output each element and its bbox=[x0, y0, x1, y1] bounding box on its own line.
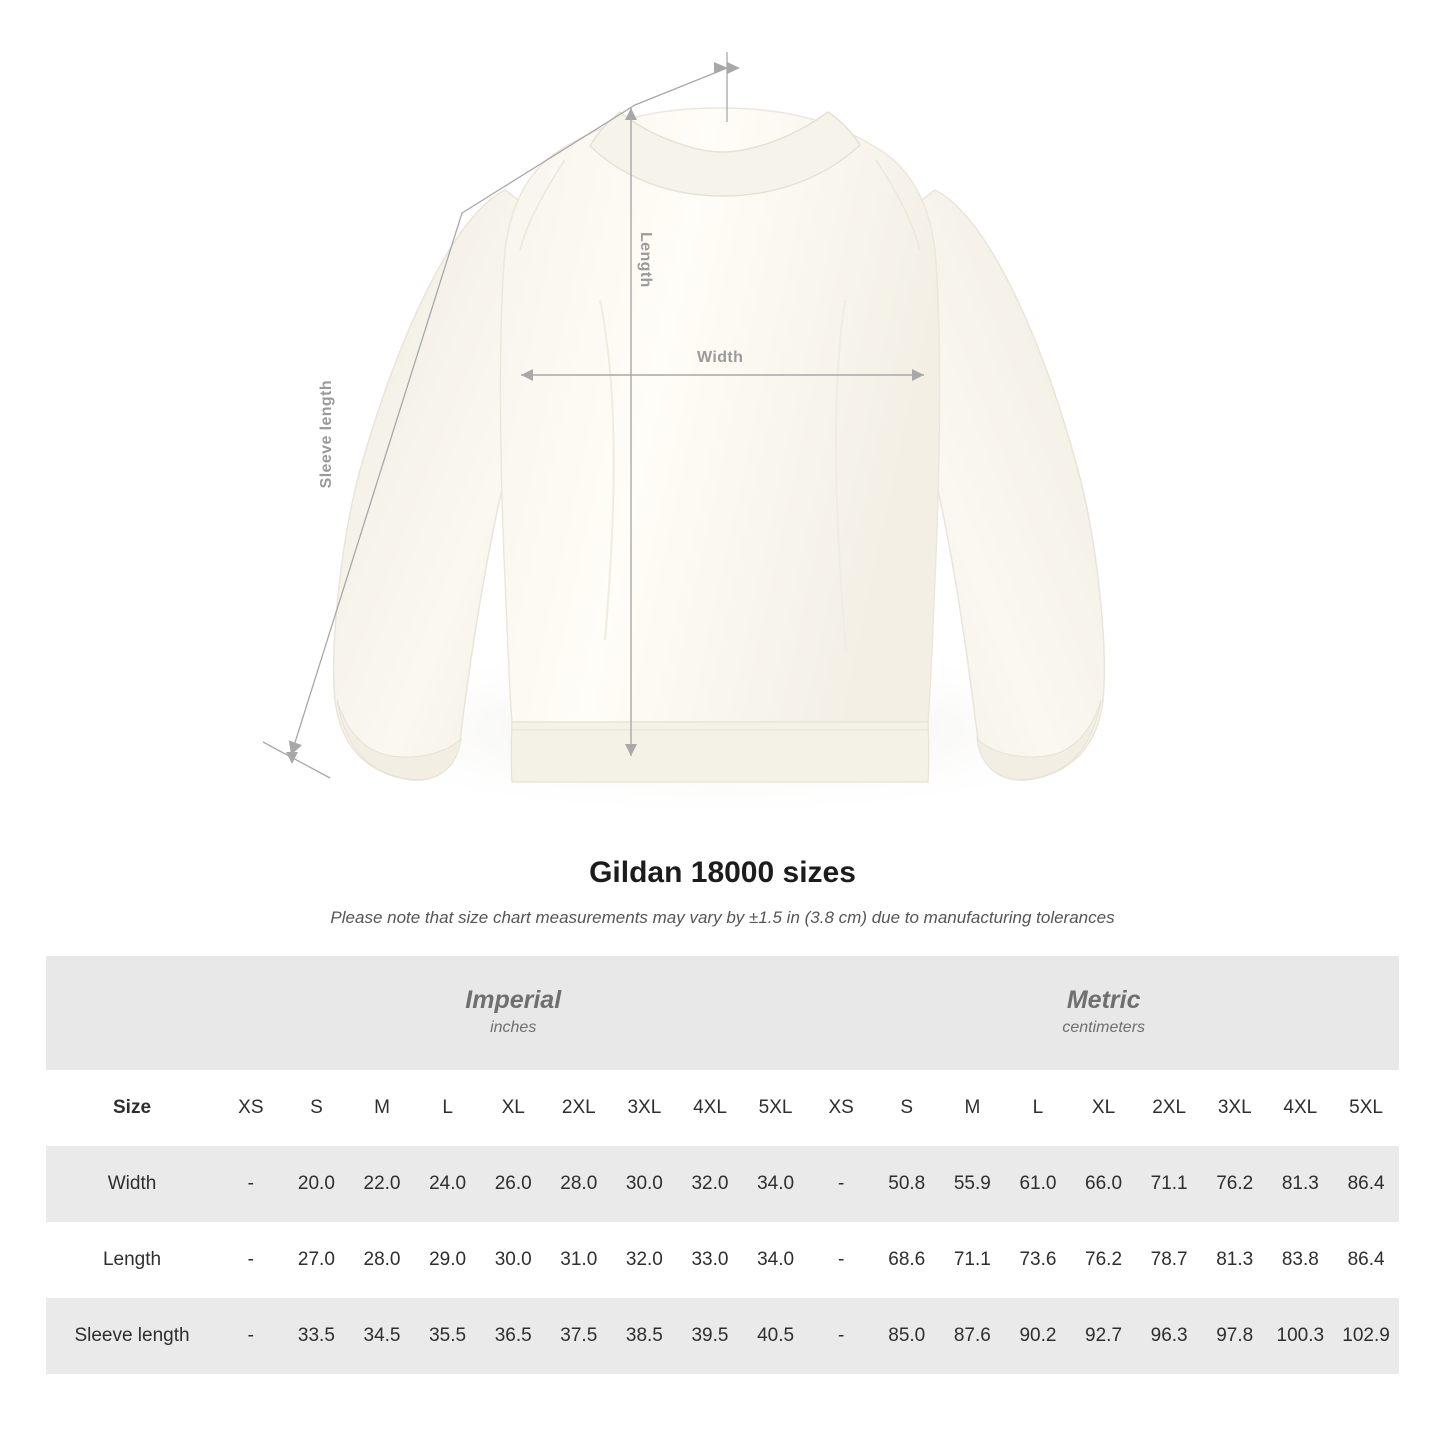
sleeve-metric-5xl: 102.9 bbox=[1333, 1298, 1399, 1374]
unit-header-spacer bbox=[46, 956, 218, 1070]
metric-sub: centimeters bbox=[1062, 1018, 1146, 1036]
length-metric-3xl: 81.3 bbox=[1202, 1222, 1268, 1298]
length-imperial-5xl: 34.0 bbox=[743, 1222, 809, 1298]
size-col-imperial-5xl: 5XL bbox=[743, 1070, 809, 1146]
length-imperial-xs: - bbox=[218, 1222, 284, 1298]
sleeve-metric-xl: 92.7 bbox=[1071, 1298, 1137, 1374]
width-imperial-l: 24.0 bbox=[415, 1146, 481, 1222]
length-metric-5xl: 86.4 bbox=[1333, 1222, 1399, 1298]
sleeve-imperial-l: 35.5 bbox=[415, 1298, 481, 1374]
length-metric-xl: 76.2 bbox=[1071, 1222, 1137, 1298]
sleeve-imperial-3xl: 38.5 bbox=[612, 1298, 678, 1374]
sleeve-imperial-xl: 36.5 bbox=[480, 1298, 546, 1374]
width-metric-xl: 66.0 bbox=[1071, 1146, 1137, 1222]
width-metric-s: 50.8 bbox=[874, 1146, 940, 1222]
width-metric-l: 61.0 bbox=[1005, 1146, 1071, 1222]
length-metric-m: 71.1 bbox=[940, 1222, 1006, 1298]
width-metric-2xl: 71.1 bbox=[1136, 1146, 1202, 1222]
width-imperial-xs: - bbox=[218, 1146, 284, 1222]
sleeve-metric-3xl: 97.8 bbox=[1202, 1298, 1268, 1374]
size-col-imperial-m: M bbox=[349, 1070, 415, 1146]
size-col-imperial-xs: XS bbox=[218, 1070, 284, 1146]
size-col-imperial-4xl: 4XL bbox=[677, 1070, 743, 1146]
sleeve-metric-m: 87.6 bbox=[940, 1298, 1006, 1374]
size-col-metric-l: L bbox=[1005, 1070, 1071, 1146]
size-col-imperial-2xl: 2XL bbox=[546, 1070, 612, 1146]
row-label-width: Width bbox=[46, 1146, 218, 1222]
width-metric-4xl: 81.3 bbox=[1268, 1146, 1334, 1222]
sleeve-length-label: Sleeve length bbox=[318, 380, 335, 489]
sleeve-imperial-5xl: 40.5 bbox=[743, 1298, 809, 1374]
size-col-metric-4xl: 4XL bbox=[1268, 1070, 1334, 1146]
width-imperial-s: 20.0 bbox=[284, 1146, 350, 1222]
row-label-length: Length bbox=[46, 1222, 218, 1298]
width-imperial-3xl: 30.0 bbox=[612, 1146, 678, 1222]
size-col-imperial-xl: XL bbox=[480, 1070, 546, 1146]
length-imperial-s: 27.0 bbox=[284, 1222, 350, 1298]
length-metric-xs: - bbox=[808, 1222, 874, 1298]
sleeve-metric-4xl: 100.3 bbox=[1268, 1298, 1334, 1374]
size-label: Size bbox=[46, 1070, 218, 1146]
sleeve-metric-2xl: 96.3 bbox=[1136, 1298, 1202, 1374]
sleeve-metric-s: 85.0 bbox=[874, 1298, 940, 1374]
imperial-sub: inches bbox=[490, 1018, 537, 1036]
length-imperial-l: 29.0 bbox=[415, 1222, 481, 1298]
size-chart-table bbox=[46, 956, 1399, 1374]
size-col-metric-3xl: 3XL bbox=[1202, 1070, 1268, 1146]
width-metric-m: 55.9 bbox=[940, 1146, 1006, 1222]
length-imperial-4xl: 33.0 bbox=[677, 1222, 743, 1298]
width-metric-5xl: 86.4 bbox=[1333, 1146, 1399, 1222]
size-header-row bbox=[46, 1070, 1399, 1146]
size-col-metric-m: M bbox=[940, 1070, 1006, 1146]
sleeve-imperial-2xl: 37.5 bbox=[546, 1298, 612, 1374]
metric-header bbox=[808, 956, 1399, 1070]
table-row-length bbox=[46, 1222, 1399, 1298]
size-col-imperial-s: S bbox=[284, 1070, 350, 1146]
width-imperial-xl: 26.0 bbox=[480, 1146, 546, 1222]
length-metric-4xl: 83.8 bbox=[1268, 1222, 1334, 1298]
width-imperial-4xl: 32.0 bbox=[677, 1146, 743, 1222]
size-col-imperial-3xl: 3XL bbox=[612, 1070, 678, 1146]
length-label: Length bbox=[637, 232, 654, 288]
length-imperial-2xl: 31.0 bbox=[546, 1222, 612, 1298]
table-row-width bbox=[46, 1146, 1399, 1222]
length-imperial-3xl: 32.0 bbox=[612, 1222, 678, 1298]
length-imperial-m: 28.0 bbox=[349, 1222, 415, 1298]
imperial-header bbox=[218, 956, 808, 1070]
size-chart-table-wrap bbox=[0, 956, 1445, 1374]
size-col-metric-5xl: 5XL bbox=[1333, 1070, 1399, 1146]
width-imperial-2xl: 28.0 bbox=[546, 1146, 612, 1222]
sleeve-metric-l: 90.2 bbox=[1005, 1298, 1071, 1374]
length-metric-2xl: 78.7 bbox=[1136, 1222, 1202, 1298]
width-metric-xs: - bbox=[808, 1146, 874, 1222]
size-col-metric-xs: XS bbox=[808, 1070, 874, 1146]
length-imperial-xl: 30.0 bbox=[480, 1222, 546, 1298]
sleeve-imperial-4xl: 39.5 bbox=[677, 1298, 743, 1374]
size-col-metric-xl: XL bbox=[1071, 1070, 1137, 1146]
imperial-title: Imperial bbox=[465, 985, 562, 1014]
unit-header-row bbox=[46, 956, 1399, 1070]
table-row-sleeve-length bbox=[46, 1298, 1399, 1374]
width-imperial-m: 22.0 bbox=[349, 1146, 415, 1222]
sleeve-imperial-m: 34.5 bbox=[349, 1298, 415, 1374]
tolerance-note: Please note that size chart measurements may vary by ±1.5 in (3.8 cm) due to manufacturing tolerances bbox=[330, 908, 1115, 927]
length-metric-l: 73.6 bbox=[1005, 1222, 1071, 1298]
width-imperial-5xl: 34.0 bbox=[743, 1146, 809, 1222]
size-col-metric-2xl: 2XL bbox=[1136, 1070, 1202, 1146]
metric-title: Metric bbox=[1066, 985, 1141, 1014]
sleeve-metric-xs: - bbox=[808, 1298, 874, 1374]
page-title: Gildan 18000 sizes bbox=[589, 856, 856, 889]
sleeve-imperial-xs: - bbox=[218, 1298, 284, 1374]
size-col-metric-s: S bbox=[874, 1070, 940, 1146]
length-metric-s: 68.6 bbox=[874, 1222, 940, 1298]
row-label-sleeve-length: Sleeve length bbox=[46, 1298, 218, 1374]
width-metric-3xl: 76.2 bbox=[1202, 1146, 1268, 1222]
size-col-imperial-l: L bbox=[415, 1070, 481, 1146]
sleeve-imperial-s: 33.5 bbox=[284, 1298, 350, 1374]
width-label: Width bbox=[697, 349, 744, 366]
